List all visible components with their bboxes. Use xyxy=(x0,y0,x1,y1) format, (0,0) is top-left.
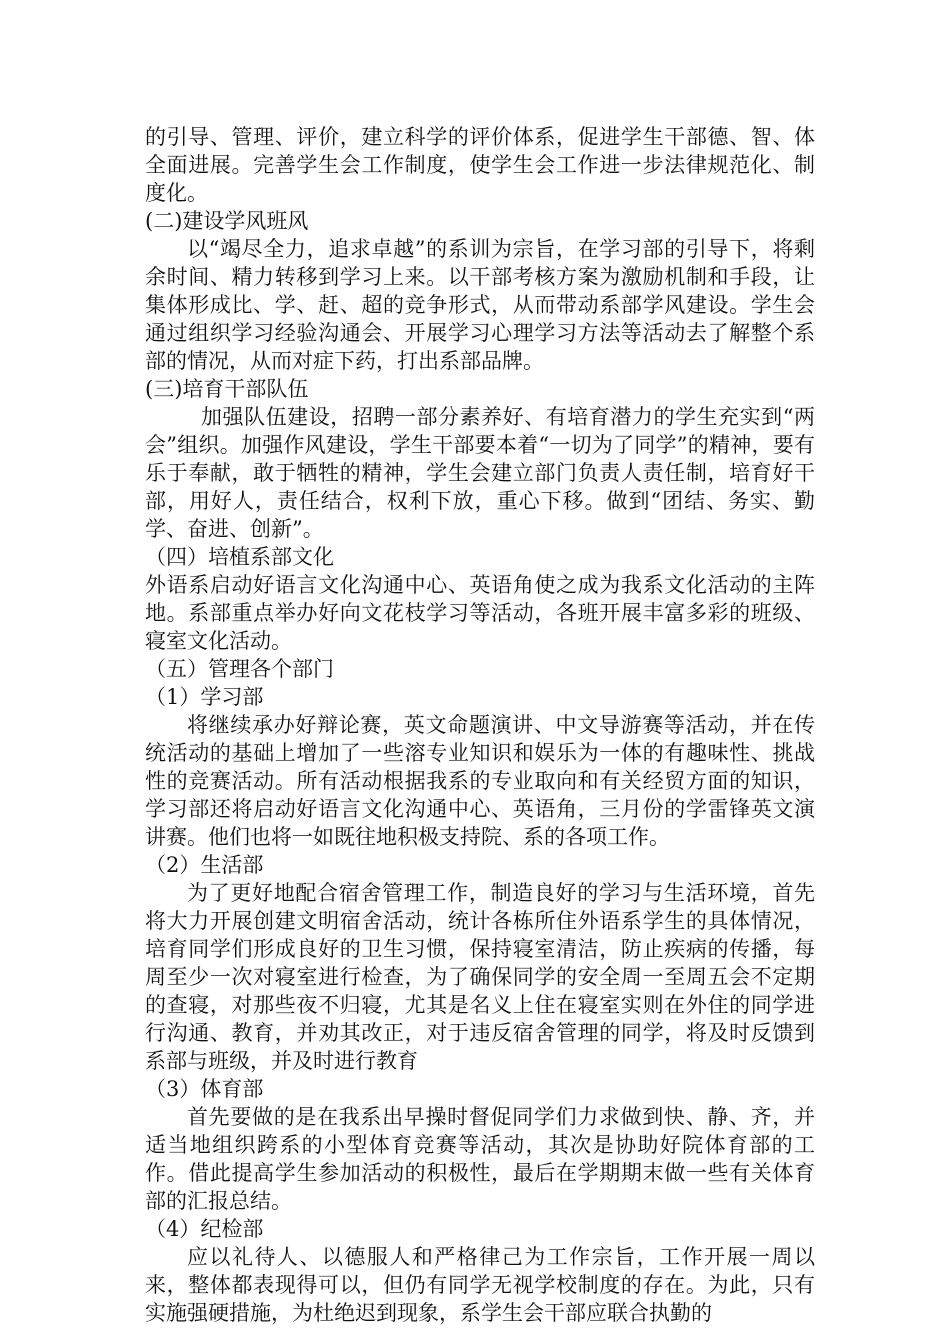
paragraph-cadre-team: 加强队伍建设，招聘一部分素养好、有培育潜力的学生充实到“两会”组织。加强作风建设，学生干部要本着“一切为了同学”的精神，要有乐于奉献，敢于牺牲的精神，学生会建立部门负责人责任制，培育好干部，用好人，责任结合，权利下放，重心下移。做到“团结、务实、勤学、奋进、创新”。 xyxy=(145,405,815,541)
paragraph-sports-department: 首先要做的是在我系出早操时督促同学们力求做到快、静、齐，并适当地组织跨系的小型体育竞赛等活动，其次是协助好院体育部的工作。借此提高学生参加活动的积极性，最后在学期期末做一些有关体育部的汇报总结。 xyxy=(145,1105,815,1213)
heading-life-department: （2）生活部 xyxy=(145,853,264,877)
heading-sports-department: （3）体育部 xyxy=(145,1077,264,1101)
heading-discipline-department: （4）纪检部 xyxy=(145,1217,264,1241)
paragraph-life-department: 为了更好地配合宿舍管理工作，制造良好的学习与生活环境，首先将大力开展创建文明宿舍活动，统计各栋所住外语系学生的具体情况，培育同学们形成良好的卫生习惯，保持寝室清洁，防止疾病的传播，每周至少一次对寝室进行检查，为了确保同学的安全周一至周五会不定期的查寝，对那些夜不归寝，尤其是名义上住在寝室实则在外住的同学进行沟通、教育，并劝其改正，对于违反宿舍管理的同学，将及时反馈到系部与班级，并及时进行教育 xyxy=(145,881,815,1073)
heading-study-department: （1）学习部 xyxy=(145,685,264,709)
heading-manage-departments: （五）管理各个部门 xyxy=(145,657,334,681)
paragraph-discipline-department: 应以礼待人、以德服人和严格律己为工作宗旨，工作开展一周以来，整体都表现得可以，但仍有同学无视学校制度的存在。为此，只有实施强硬措施，为杜绝迟到现象，系学生会干部应联合执勤的 xyxy=(145,1245,815,1325)
paragraph-evaluation: 的引导、管理、评价，建立科学的评价体系，促进学生干部德、智、体全面进展。完善学生会工作制度，使学生会工作进一步法律规范化、制度化。 xyxy=(145,125,815,205)
heading-study-style: (二)建设学风班风 xyxy=(145,209,309,233)
paragraph-department-culture: 外语系启动好语言文化沟通中心、英语角使之成为我系文化活动的主阵地。系部重点举办好向文花枝学习等活动，各班开展丰富多彩的班级、寝室文化活动。 xyxy=(145,573,815,653)
paragraph-study-style: 以“竭尽全力，追求卓越”的系训为宗旨，在学习部的引导下，将剩余时间、精力转移到学习上来。以干部考核方案为激励机制和手段，让集体形成比、学、赶、超的竞争形式，从而带动系部学风建设。学生会通过组织学习经验沟通会、开展学习心理学习方法等活动去了解整个系部的情况，从而对症下药，打出系部品牌。 xyxy=(145,237,815,373)
heading-cadre-team: (三)培育干部队伍 xyxy=(145,377,309,401)
document-page xyxy=(145,123,815,1327)
paragraph-study-department: 将继续承办好辩论赛，英文命题演讲、中文导游赛等活动，并在传统活动的基础上增加了一些溶专业知识和娱乐为一体的有趣味性、挑战性的竞赛活动。所有活动根据我系的专业取向和有关经贸方面的知识，学习部还将启动好语言文化沟通中心、英语角，三月份的学雷锋英文演讲赛。他们也将一如既往地积极支持院、系的各项工作。 xyxy=(145,713,815,849)
heading-department-culture: （四）培植系部文化 xyxy=(145,545,334,569)
